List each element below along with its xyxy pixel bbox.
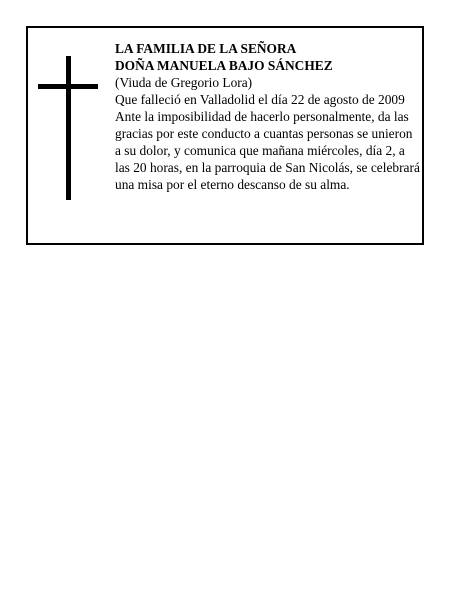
subtitle: (Viuda de Gregorio Lora) [115, 75, 253, 90]
obituary-notice [26, 26, 424, 245]
notice-text [115, 40, 420, 193]
cross-horizontal-bar [38, 84, 98, 89]
cross-vertical-bar [66, 56, 71, 200]
heading-line-1: LA FAMILIA DE LA SEÑORA [115, 41, 297, 56]
notice-body: Ante la imposibilidad de hacerlo personalmente, da las gracias por este conducto a cuantas personas se unieron a su dolor, y comunica que mañana miércoles, día 2, a las 20 horas, en la parroquia de San Nicolás, se celebrará una misa por el eterno descanso de su alma. [115, 109, 420, 192]
death-line: Que falleció en Valladolid el día 22 de agosto de 2009 [115, 92, 405, 107]
heading-line-2: DOÑA MANUELA BAJO SÁNCHEZ [115, 58, 333, 73]
